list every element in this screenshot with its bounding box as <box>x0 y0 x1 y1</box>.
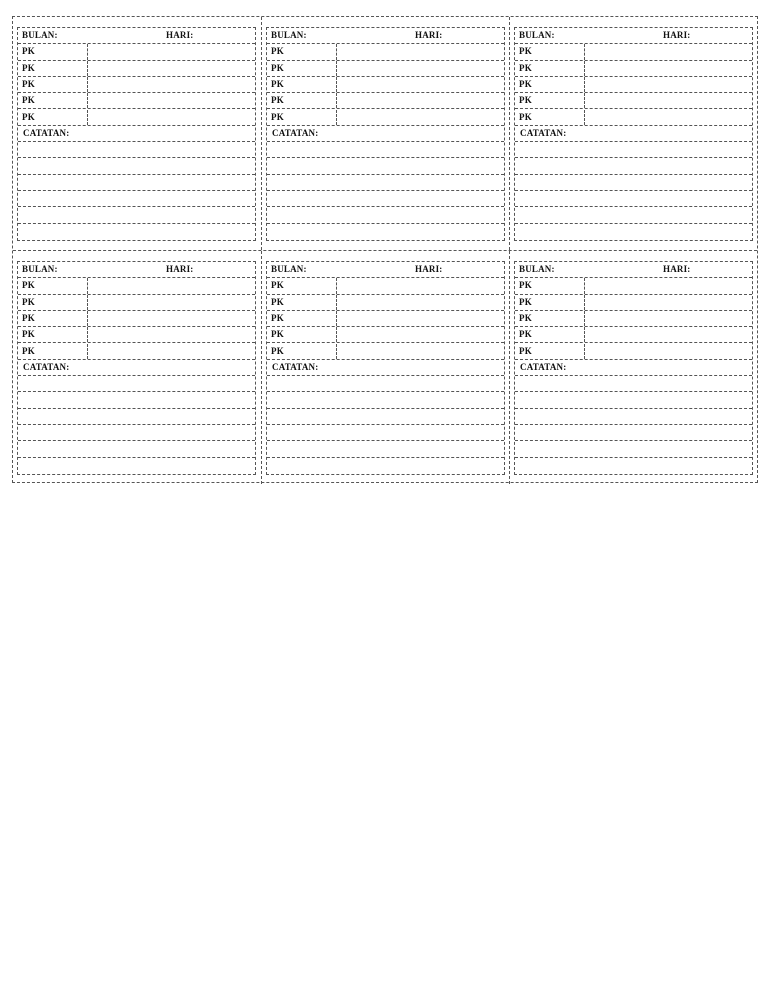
note-line <box>267 191 504 207</box>
sheet-row <box>13 17 757 250</box>
note-line <box>267 207 504 223</box>
note-line <box>18 142 255 158</box>
pk-label: PK <box>519 312 532 323</box>
pk-row <box>515 278 752 294</box>
pk-label: PK <box>271 345 284 356</box>
pk-divider <box>584 344 585 359</box>
bulan-label: BULAN: <box>519 30 555 40</box>
pk-divider <box>87 77 88 92</box>
note-line <box>515 158 752 174</box>
pk-divider <box>336 77 337 92</box>
note-line <box>515 392 752 408</box>
pk-label: PK <box>22 312 35 323</box>
catatan-label: CATATAN: <box>272 361 319 372</box>
card-header <box>18 262 255 278</box>
pk-label: PK <box>22 111 35 122</box>
planner-card <box>514 261 753 475</box>
pk-label: PK <box>22 78 35 89</box>
pk-divider <box>336 327 337 342</box>
planner-card <box>514 27 753 241</box>
note-line <box>515 191 752 207</box>
catatan-label: CATATAN: <box>23 361 70 372</box>
pk-label: PK <box>22 329 35 340</box>
pk-divider <box>336 61 337 76</box>
card-cell <box>261 251 509 484</box>
pk-row <box>267 327 504 343</box>
catatan-row <box>267 126 504 142</box>
pk-label: PK <box>271 111 284 122</box>
pk-row <box>18 327 255 343</box>
card-header <box>18 28 255 44</box>
pk-label: PK <box>519 345 532 356</box>
hari-label: HARI: <box>166 30 194 40</box>
sheet-row <box>13 250 757 484</box>
pk-row <box>267 311 504 327</box>
hari-label: HARI: <box>663 30 691 40</box>
planner-card <box>17 261 256 475</box>
card-header <box>515 28 752 44</box>
note-line <box>267 175 504 191</box>
pk-row <box>515 77 752 93</box>
pk-divider <box>584 311 585 326</box>
catatan-label: CATATAN: <box>520 361 567 372</box>
bulan-label: BULAN: <box>22 30 58 40</box>
pk-label: PK <box>22 345 35 356</box>
pk-divider <box>336 44 337 59</box>
note-line <box>18 224 255 240</box>
pk-row <box>267 77 504 93</box>
pk-divider <box>87 61 88 76</box>
hari-label: HARI: <box>415 30 443 40</box>
pk-divider <box>584 295 585 310</box>
pk-row <box>515 110 752 126</box>
note-line <box>267 224 504 240</box>
pk-row <box>267 295 504 311</box>
pk-label: PK <box>22 280 35 291</box>
pk-divider <box>87 327 88 342</box>
pk-label: PK <box>271 296 284 307</box>
note-line <box>515 207 752 223</box>
bulan-label: BULAN: <box>519 264 555 274</box>
note-line <box>267 142 504 158</box>
pk-divider <box>584 327 585 342</box>
pk-divider <box>336 295 337 310</box>
pk-row <box>267 44 504 60</box>
pk-divider <box>336 311 337 326</box>
pk-label: PK <box>271 95 284 106</box>
pk-label: PK <box>519 296 532 307</box>
pk-row <box>18 344 255 360</box>
pk-divider <box>336 93 337 108</box>
pk-label: PK <box>22 296 35 307</box>
pk-label: PK <box>22 95 35 106</box>
note-line <box>18 191 255 207</box>
pk-row <box>515 327 752 343</box>
pk-row <box>515 295 752 311</box>
pk-divider <box>87 295 88 310</box>
pk-label: PK <box>271 78 284 89</box>
note-line <box>515 441 752 457</box>
pk-row <box>515 61 752 77</box>
note-line <box>267 158 504 174</box>
pk-label: PK <box>519 111 532 122</box>
pk-label: PK <box>519 280 532 291</box>
pk-divider <box>87 278 88 293</box>
pk-divider <box>584 77 585 92</box>
pk-row <box>515 44 752 60</box>
pk-label: PK <box>519 95 532 106</box>
pk-label: PK <box>22 46 35 57</box>
pk-divider <box>87 311 88 326</box>
bulan-label: BULAN: <box>22 264 58 274</box>
catatan-label: CATATAN: <box>520 127 567 138</box>
pk-row <box>267 110 504 126</box>
pk-row <box>18 110 255 126</box>
pk-divider <box>584 61 585 76</box>
pk-row <box>267 344 504 360</box>
hari-label: HARI: <box>166 264 194 274</box>
catatan-row <box>267 360 504 376</box>
note-line <box>18 207 255 223</box>
note-line <box>515 425 752 441</box>
card-cell <box>261 17 509 250</box>
planner-card <box>266 27 505 241</box>
note-line <box>18 409 255 425</box>
note-line <box>515 175 752 191</box>
note-line <box>18 441 255 457</box>
note-line <box>515 224 752 240</box>
note-line <box>267 409 504 425</box>
hari-label: HARI: <box>663 264 691 274</box>
pk-divider <box>336 110 337 125</box>
pk-row <box>515 311 752 327</box>
card-header <box>515 262 752 278</box>
note-line <box>267 392 504 408</box>
pk-label: PK <box>519 78 532 89</box>
pk-row <box>267 61 504 77</box>
pk-divider <box>87 344 88 359</box>
pk-divider <box>584 44 585 59</box>
pk-label: PK <box>271 329 284 340</box>
planner-sheet <box>12 16 758 483</box>
pk-row <box>267 278 504 294</box>
pk-row <box>18 93 255 109</box>
pk-label: PK <box>519 329 532 340</box>
note-line <box>18 376 255 392</box>
card-cell <box>13 17 261 250</box>
planner-card <box>266 261 505 475</box>
pk-label: PK <box>519 46 532 57</box>
pk-label: PK <box>271 312 284 323</box>
note-line <box>515 458 752 474</box>
note-line <box>18 425 255 441</box>
planner-card <box>17 27 256 241</box>
pk-label: PK <box>271 280 284 291</box>
pk-label: PK <box>271 46 284 57</box>
pk-row <box>515 93 752 109</box>
catatan-row <box>18 360 255 376</box>
card-header <box>267 262 504 278</box>
pk-divider <box>584 110 585 125</box>
note-line <box>267 425 504 441</box>
card-cell <box>509 17 757 250</box>
note-line <box>267 376 504 392</box>
pk-divider <box>87 110 88 125</box>
bulan-label: BULAN: <box>271 264 307 274</box>
pk-label: PK <box>22 62 35 73</box>
note-line <box>18 392 255 408</box>
pk-row <box>18 278 255 294</box>
note-line <box>18 175 255 191</box>
card-cell <box>509 251 757 484</box>
pk-row <box>18 61 255 77</box>
catatan-row <box>18 126 255 142</box>
card-header <box>267 28 504 44</box>
pk-row <box>267 93 504 109</box>
pk-divider <box>87 44 88 59</box>
note-line <box>18 458 255 474</box>
pk-label: PK <box>271 62 284 73</box>
catatan-label: CATATAN: <box>272 127 319 138</box>
pk-divider <box>336 344 337 359</box>
pk-divider <box>336 278 337 293</box>
note-line <box>515 409 752 425</box>
hari-label: HARI: <box>415 264 443 274</box>
pk-row <box>515 344 752 360</box>
card-cell <box>13 251 261 484</box>
pk-row <box>18 311 255 327</box>
pk-row <box>18 295 255 311</box>
catatan-row <box>515 360 752 376</box>
note-line <box>515 142 752 158</box>
note-line <box>18 158 255 174</box>
catatan-label: CATATAN: <box>23 127 70 138</box>
bulan-label: BULAN: <box>271 30 307 40</box>
pk-divider <box>584 278 585 293</box>
note-line <box>515 376 752 392</box>
note-line <box>267 441 504 457</box>
note-line <box>267 458 504 474</box>
pk-row <box>18 77 255 93</box>
pk-divider <box>584 93 585 108</box>
pk-row <box>18 44 255 60</box>
catatan-row <box>515 126 752 142</box>
pk-label: PK <box>519 62 532 73</box>
pk-divider <box>87 93 88 108</box>
